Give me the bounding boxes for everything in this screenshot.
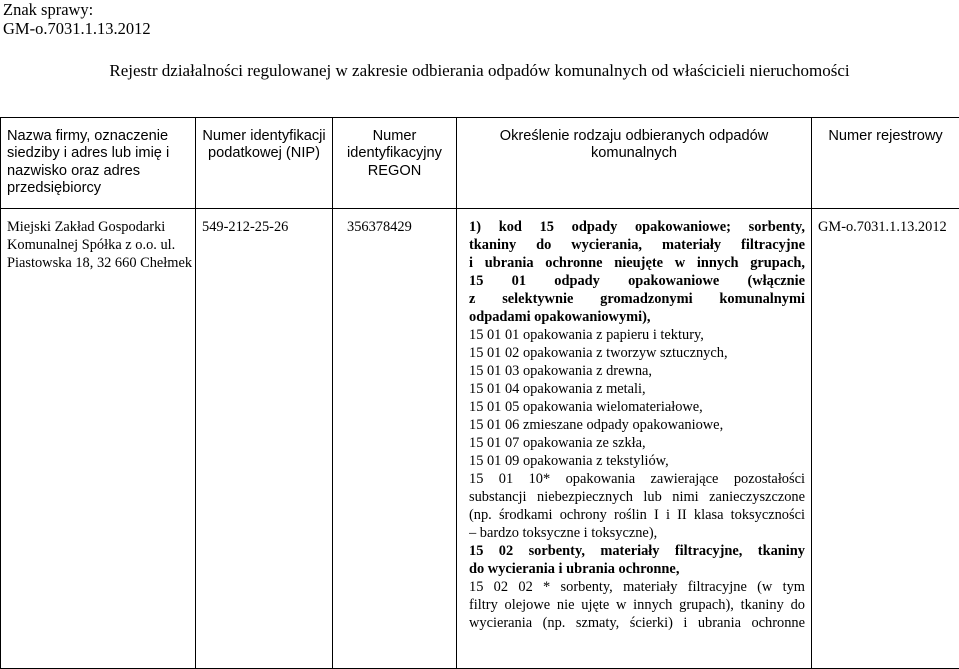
cell-waste-types — [457, 209, 812, 669]
waste-line: 15 01 01 opakowania z papieru i tektury, — [469, 326, 805, 344]
table-header-row — [1, 118, 959, 209]
waste-line: 15 01 odpady opakowaniowe (włącznie — [469, 272, 805, 290]
registry-table — [0, 117, 959, 669]
waste-line: 1) kod 15 odpady opakowaniowe; sorbenty, — [469, 218, 805, 236]
header-registry-number: Numer rejestrowy — [812, 118, 959, 209]
waste-line: 15 02 02 * sorbenty, materiały filtracyjne (w tym — [469, 578, 805, 596]
header-waste-types: Określenie rodzaju odbieranych odpadów komunalnych — [457, 118, 812, 209]
waste-line: 15 01 09 opakowania z tekstyliów, — [469, 452, 805, 470]
waste-line: i ubrania ochronne nieujęte w innych grupach, — [469, 254, 805, 272]
waste-line: substancji niebezpiecznych lub nimi zanieczyszczone — [469, 488, 805, 506]
waste-line: – bardzo toksyczne i toksyczne), — [469, 524, 805, 542]
waste-line: 15 01 03 opakowania z drewna, — [469, 362, 805, 380]
cell-nip: 549-212-25-26 — [196, 209, 333, 669]
waste-line: 15 01 02 opakowania z tworzyw sztucznych, — [469, 344, 805, 362]
waste-line: 15 01 10* opakowania zawierające pozostałości — [469, 470, 805, 488]
waste-line: 15 01 07 opakowania ze szkła, — [469, 434, 805, 452]
waste-line: 15 01 05 opakowania wielomateriałowe, — [469, 398, 805, 416]
case-number: GM-o.7031.1.13.2012 — [3, 19, 151, 38]
header-company: Nazwa firmy, oznaczenie siedziby i adres lub imię i nazwisko oraz adres przedsiębiorcy — [1, 118, 196, 209]
waste-line: wycierania (np. szmaty, ścierki) i ubrania ochronne — [469, 614, 805, 632]
case-reference — [3, 0, 151, 38]
waste-line: odpadami opakowaniowymi), — [469, 308, 805, 326]
waste-line: (np. środkami ochrony roślin I i II klasa toksyczności — [469, 506, 805, 524]
header-regon: Numer identyfikacyjny REGON — [333, 118, 457, 209]
waste-line: filtry olejowe nie ujęte w innych grupach), tkaniny do — [469, 596, 805, 614]
waste-line: 15 01 04 opakowania z metali, — [469, 380, 805, 398]
cell-company: Miejski Zakład Gospodarki Komunalnej Spółka z o.o. ul. Piastowska 18, 32 660 Chełmek — [1, 209, 196, 669]
document-title: Rejestr działalności regulowanej w zakresie odbierania odpadów komunalnych od właścicieli nieruchomości — [0, 61, 959, 81]
cell-registry-number: GM-o.7031.1.13.2012 — [812, 209, 959, 669]
cell-regon: 356378429 — [333, 209, 457, 669]
waste-line: 15 02 sorbenty, materiały filtracyjne, tkaniny — [469, 542, 805, 560]
waste-line: tkaniny do wycierania, materiały filtracyjne — [469, 236, 805, 254]
case-label: Znak sprawy: — [3, 0, 151, 19]
waste-line: z selektywnie gromadzonymi komunalnymi — [469, 290, 805, 308]
waste-line: do wycierania i ubrania ochronne, — [469, 560, 805, 578]
waste-list — [469, 218, 805, 668]
table-row — [1, 209, 959, 669]
header-nip: Numer identyfikacji podatkowej (NIP) — [196, 118, 333, 209]
waste-line: 15 01 06 zmieszane odpady opakowaniowe, — [469, 416, 805, 434]
